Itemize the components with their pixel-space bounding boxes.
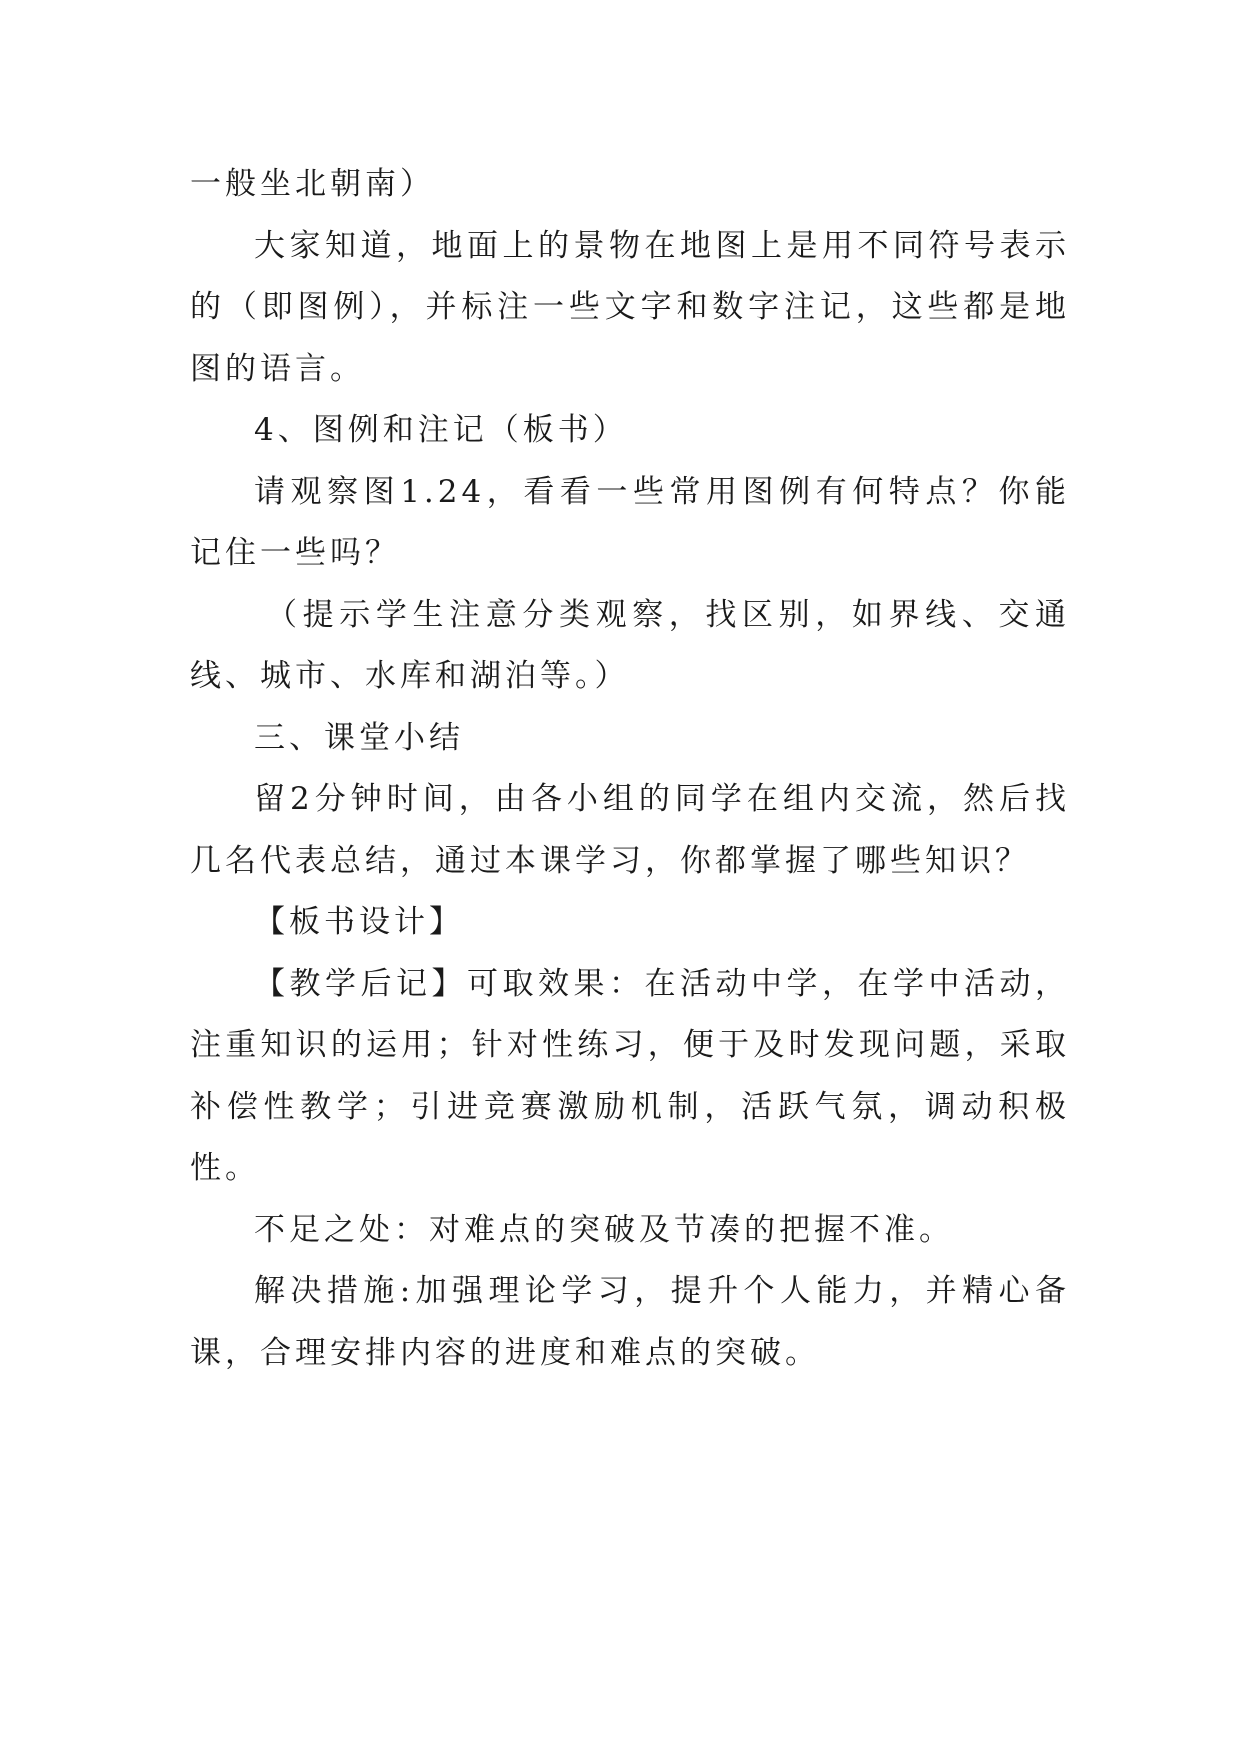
- heading-board-design: 【板书设计】: [254, 904, 464, 940]
- document-body: [190, 154, 1070, 1384]
- paragraph-teaching-notes: 【教学后记】可取效果：在活动中学，在学中活动，注重知识的运用；针对性练习，便于及时发现问题，采取补偿性教学；引进竞赛激励机制，活跃气氛，调动积极性。: [190, 965, 1070, 1186]
- paragraph-continuation: 一般坐北朝南）: [190, 166, 435, 202]
- heading-summary: 三、课堂小结: [254, 719, 464, 756]
- heading-legend-annotation: 4、图例和注记（板书）: [254, 412, 628, 448]
- paragraph-hint: （提示学生注意分类观察，找区别，如界线、交通线、城市、水库和湖泊等。）: [190, 596, 1070, 694]
- paragraph-measures: 解决措施:加强理论学习，提升个人能力，并精心备课，合理安排内容的进度和难点的突破。: [190, 1273, 1070, 1371]
- paragraph-shortcomings: 不足之处：对难点的突破及节凑的把握不准。: [254, 1211, 954, 1248]
- paragraph-observe-figure: 请观察图1.24，看看一些常用图例有何特点？你能记住一些吗？: [190, 473, 1070, 571]
- paragraph-map-language: 大家知道，地面上的景物在地图上是用不同符号表示的（即图例），并标注一些文字和数字注记，这些都是地图的语言。: [190, 227, 1070, 387]
- paragraph-summary: 留2分钟时间，由各小组的同学在组内交流，然后找几名代表总结，通过本课学习，你都掌握了哪些知识？: [190, 781, 1070, 879]
